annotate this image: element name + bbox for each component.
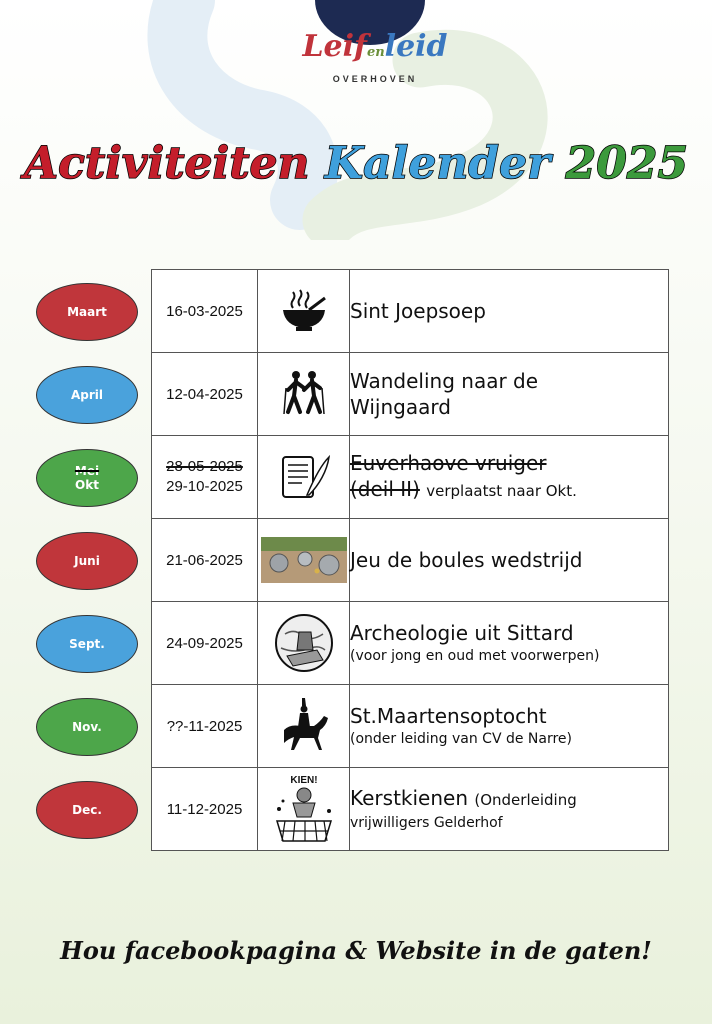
table-row <box>152 768 669 851</box>
event-title-line1: Wandeling naar de <box>350 369 539 393</box>
event-description <box>350 519 669 602</box>
month-label: April <box>70 388 104 402</box>
event-date: 12-04-2025 <box>152 353 258 436</box>
month-badge-sept <box>36 615 138 673</box>
month-label: Okt <box>75 478 99 492</box>
archaeology-globe-icon <box>258 602 350 685</box>
month-label: Nov. <box>72 720 102 734</box>
month-badge-juni <box>36 532 138 590</box>
month-badge-maart <box>36 283 138 341</box>
page-title <box>0 138 712 189</box>
logo-en: en <box>366 45 385 60</box>
title-part-activiteiten: Activiteiten <box>23 138 310 189</box>
bingo-icon <box>258 768 350 851</box>
event-subtitle: (voor jong en oud met voorwerpen) <box>350 648 600 664</box>
month-badge-nov <box>36 698 138 756</box>
logo-subtitle: OVERHOVEN <box>332 74 418 84</box>
event-date-old: 28-05-2025 <box>166 458 243 475</box>
event-description <box>350 353 669 436</box>
month-label: Dec. <box>72 803 102 817</box>
logo <box>300 30 450 84</box>
event-title: Sint Joepsoep <box>350 299 486 323</box>
month-label: Juni <box>74 554 100 568</box>
horse-rider-icon <box>258 685 350 768</box>
month-label: Maart <box>67 305 107 319</box>
title-part-kalender: Kalender <box>324 138 551 189</box>
logo-leif: Leif <box>302 29 367 64</box>
footer-message: Hou facebookpagina & Website in de gaten! <box>60 936 652 965</box>
month-badge-okt <box>36 449 138 507</box>
event-description <box>350 270 669 353</box>
hikers-icon <box>258 353 350 436</box>
event-title: St.Maartensoptocht <box>350 704 547 728</box>
soup-bowl-icon <box>258 270 350 353</box>
event-description <box>350 602 669 685</box>
event-date <box>152 436 258 519</box>
event-description <box>350 768 669 851</box>
event-title-line1: Euverhaove vruiger <box>350 451 547 475</box>
table-row <box>152 436 669 519</box>
month-label-old: Mei <box>74 464 100 478</box>
event-title-note: verplaatst naar Okt. <box>426 482 577 500</box>
table-row <box>152 685 669 768</box>
bingo-icon-text: KIEN! <box>289 775 318 786</box>
event-title: Kerstkienen <box>350 786 469 810</box>
event-date-new: 29-10-2025 <box>166 478 243 495</box>
title-part-year: 2025 <box>565 138 689 189</box>
event-subtitle: vrijwilligers Gelderhof <box>350 815 503 831</box>
month-label: Sept. <box>69 637 105 651</box>
event-description <box>350 685 669 768</box>
month-badge-april <box>36 366 138 424</box>
scroll-quill-icon <box>258 436 350 519</box>
event-date: ??-11-2025 <box>152 685 258 768</box>
event-date: 21-06-2025 <box>152 519 258 602</box>
table-row <box>152 602 669 685</box>
event-description <box>350 436 669 519</box>
event-title-line2: Wijngaard <box>350 395 451 419</box>
event-date: 24-09-2025 <box>152 602 258 685</box>
month-badge-dec <box>36 781 138 839</box>
table-row <box>152 519 669 602</box>
table-row <box>152 270 669 353</box>
calendar-table <box>151 269 669 851</box>
event-title-strike: (deil II) <box>350 477 420 501</box>
logo-leid: leid <box>384 29 448 64</box>
event-title: Jeu de boules wedstrijd <box>350 548 583 572</box>
table-row <box>152 353 669 436</box>
petanque-balls-icon <box>258 519 350 602</box>
event-date: 16-03-2025 <box>152 270 258 353</box>
event-title-suffix: (Onderleiding <box>474 791 577 809</box>
event-date: 11-12-2025 <box>152 768 258 851</box>
event-title: Archeologie uit Sittard <box>350 621 574 645</box>
event-subtitle: (onder leiding van CV de Narre) <box>350 731 573 747</box>
